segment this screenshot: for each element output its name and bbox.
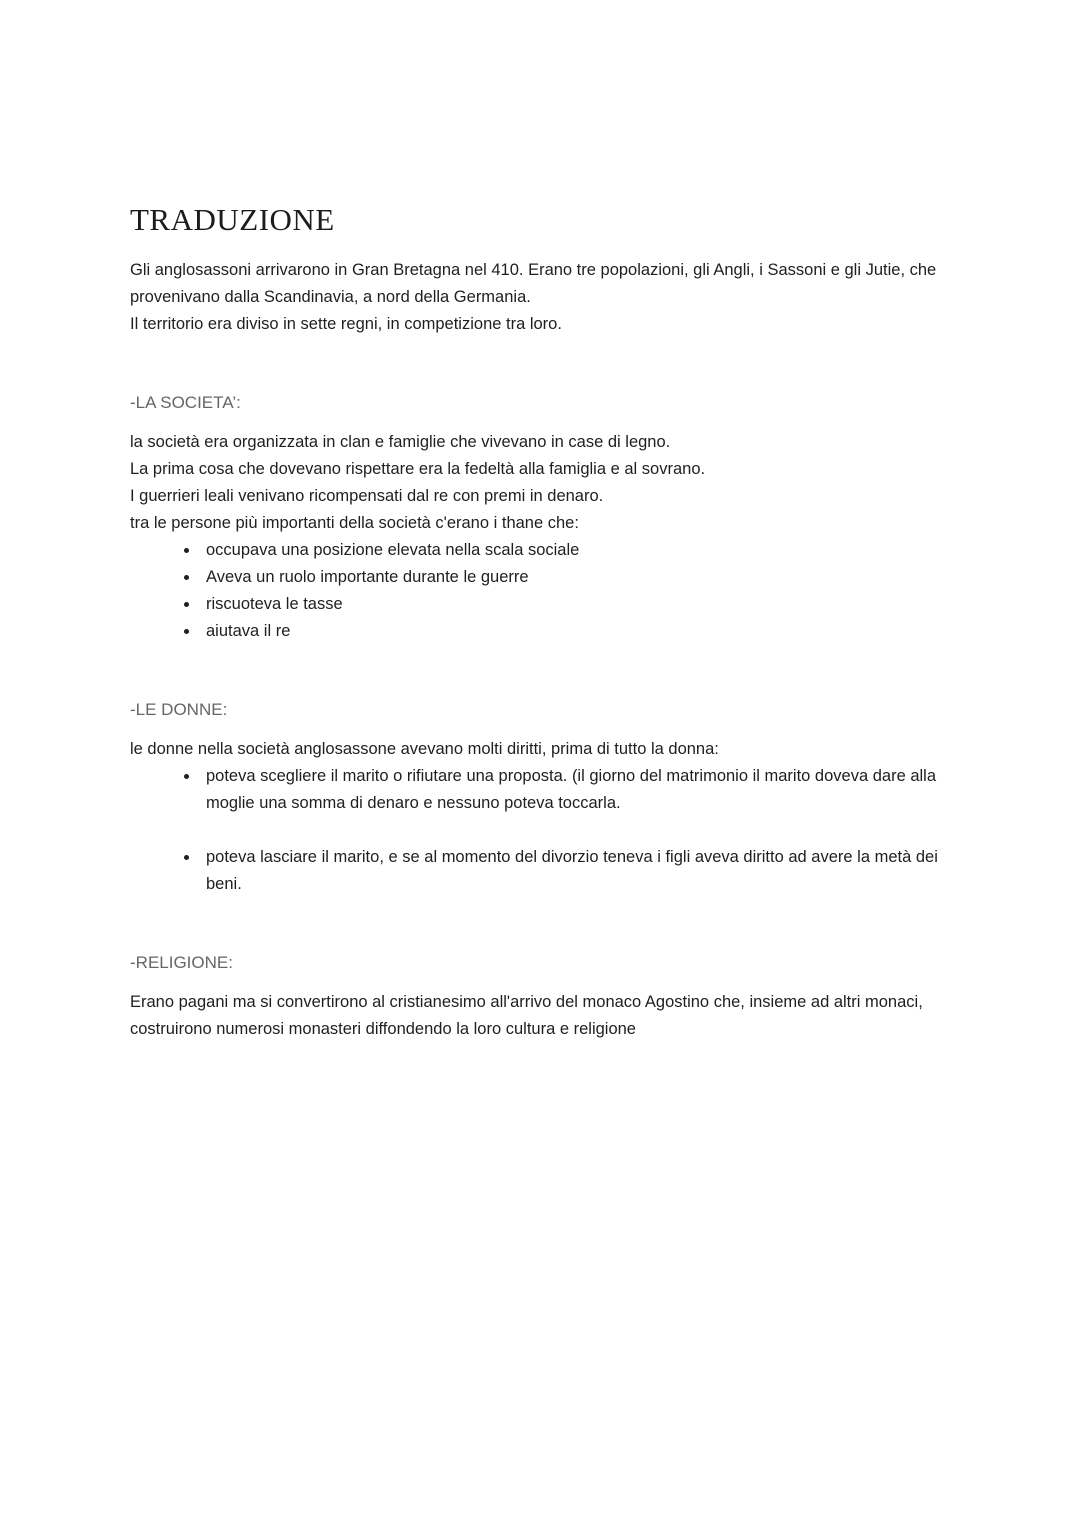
- bullet-item: • occupava una posizione elevata nella scala sociale: [200, 537, 945, 564]
- section: [130, 699, 945, 898]
- bullet-list: [130, 537, 945, 645]
- paragraph: Erano pagani ma si convertirono al cristianesimo all'arrivo del monaco Agostino che, insieme ad altri monaci, costruirono numerosi monasteri diffondendo la loro cultura e religione: [130, 993, 923, 1038]
- paragraph: la società era organizzata in clan e famiglie che vivevano in case di legno.: [130, 433, 671, 451]
- bullet-item: • riscuoteva le tasse: [200, 591, 945, 618]
- bullet-item: • poteva lasciare il marito, e se al momento del divorzio teneva i figli aveva diritto ad avere la metà dei beni.: [200, 844, 945, 898]
- section-heading: -LA SOCIETA’:: [130, 393, 241, 412]
- bullet-item: • aiutava il re: [200, 618, 945, 645]
- section-paragraphs: [130, 429, 945, 537]
- paragraph: le donne nella società anglosassone avevano molti diritti, prima di tutto la donna:: [130, 740, 719, 758]
- paragraph: I guerrieri leali venivano ricompensati dal re con premi in denaro.: [130, 487, 604, 505]
- section-heading: -RELIGIONE:: [130, 953, 233, 972]
- section-heading: -LE DONNE:: [130, 700, 228, 719]
- section-paragraphs: [130, 736, 945, 763]
- section: [130, 952, 945, 1043]
- intro-paragraph: Il territorio era diviso in sette regni, in competizione tra loro.: [130, 315, 562, 333]
- section-paragraphs: [130, 989, 945, 1043]
- bullet-list: [130, 763, 945, 898]
- intro-block: [130, 257, 945, 338]
- section: [130, 392, 945, 645]
- bullet-item: • Aveva un ruolo importante durante le guerre: [200, 564, 945, 591]
- paragraph: tra le persone più importanti della società c'erano i thane che:: [130, 514, 579, 532]
- page-title: TRADUZIONE: [130, 202, 335, 237]
- paragraph: La prima cosa che dovevano rispettare era la fedeltà alla famiglia e al sovrano.: [130, 460, 706, 478]
- sections: [130, 392, 945, 1043]
- bullet-item: • poteva scegliere il marito o rifiutare una proposta. (il giorno del matrimonio il marito doveva dare alla moglie una somma di denaro e nessuno poteva toccarla.: [200, 763, 945, 817]
- intro-paragraph: Gli anglosassoni arrivarono in Gran Bretagna nel 410. Erano tre popolazioni, gli Angli, i Sassoni e gli Jutie, che provenivano dalla Scandinavia, a nord della Germania.: [130, 261, 937, 306]
